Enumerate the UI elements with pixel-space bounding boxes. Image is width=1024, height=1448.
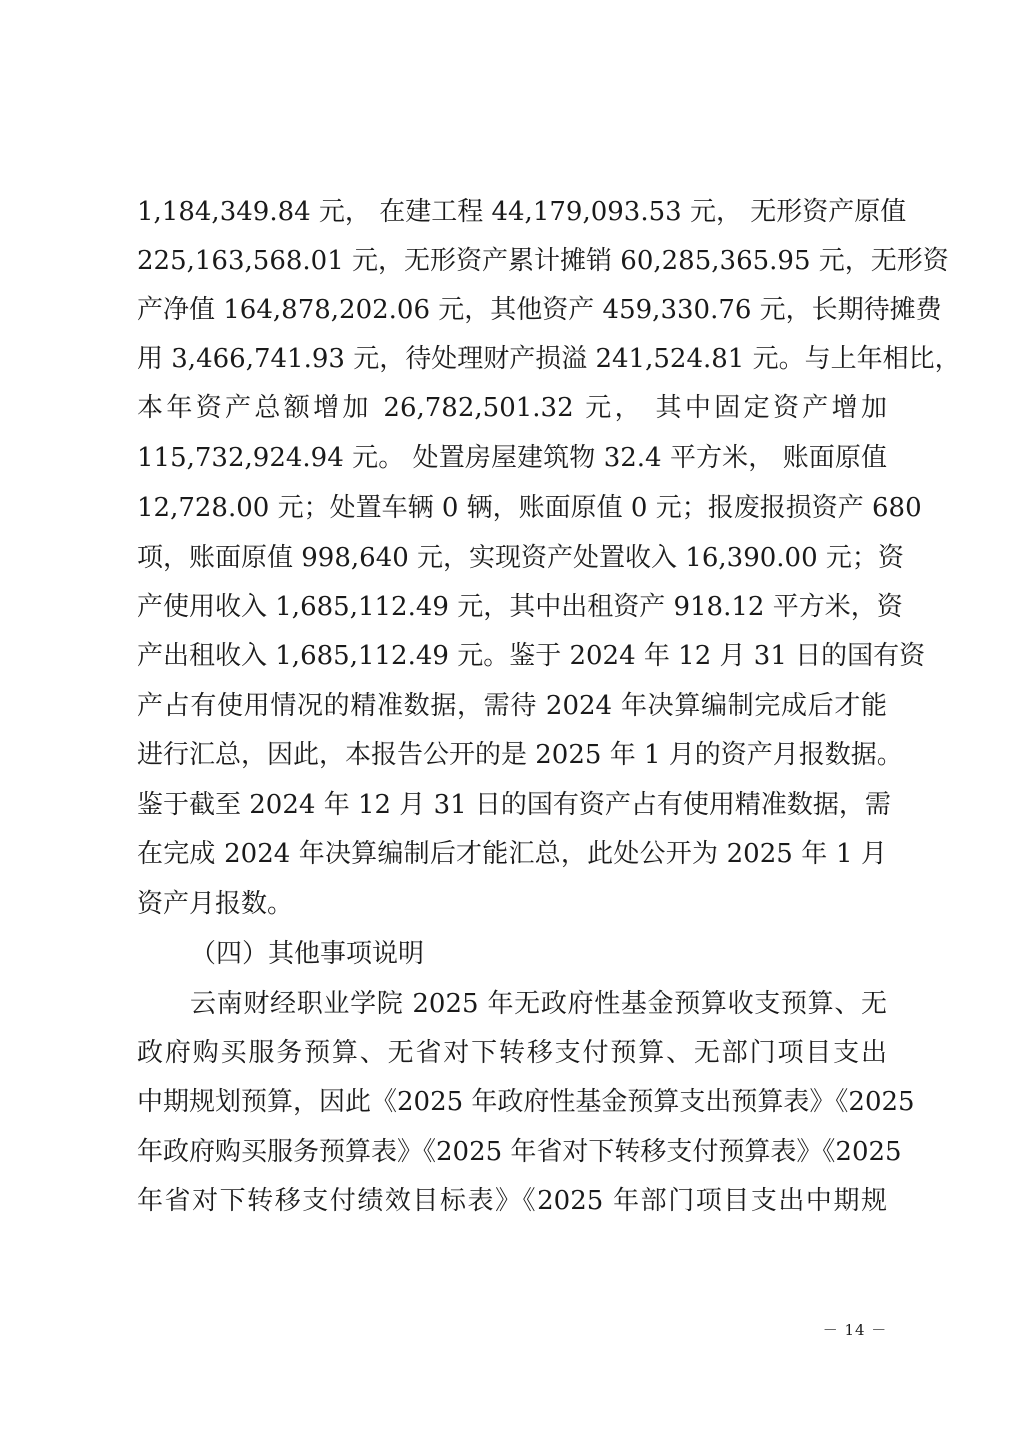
body-text-line: 项，账面原值 998,640 元，实现资产处置收入 16,390.00 元；资 <box>137 543 904 573</box>
page-number: － 14 － <box>822 1321 888 1339</box>
body-text-line: 资产月报数。 <box>137 889 294 919</box>
section-heading: （四）其他事项说明 <box>190 939 425 969</box>
body-text-line: 政府购买服务预算、无省对下转移支付预算、无部门项目支出 <box>137 1038 887 1068</box>
body-text-line: 中期规划预算，因此《2025 年政府性基金预算支出预算表》《2025 <box>137 1087 915 1117</box>
body-text-line: 年省对下转移支付绩效目标表》《2025 年部门项目支出中期规 <box>137 1186 887 1216</box>
body-text-line: 鉴于截至 2024 年 12 月 31 日的国有资产占有使用精准数据，需 <box>137 790 891 820</box>
body-text-line: 云南财经职业学院 2025 年无政府性基金预算收支预算、无 <box>190 989 887 1019</box>
body-text-line: 产占有使用情况的精准数据，需待 2024 年决算编制完成后才能 <box>137 691 887 721</box>
body-text-line: 12,728.00 元；处置车辆 0 辆，账面原值 0 元；报废报损资产 680 <box>137 493 922 523</box>
body-text-line: 产净值 164,878,202.06 元，其他资产 459,330.76 元，长期待摊费 <box>137 295 942 325</box>
body-text-line: 产使用收入 1,685,112.49 元，其中出租资产 918.12 平方米，资 <box>137 592 903 622</box>
body-text-line: 115,732,924.94 元。 处置房屋建筑物 32.4 平方米， 账面原值 <box>137 443 887 473</box>
body-text-line: 225,163,568.01 元，无形资产累计摊销 60,285,365.95 元，无形资 <box>137 246 949 276</box>
body-text-line: 1,184,349.84 元， 在建工程 44,179,093.53 元， 无形资产原值 <box>137 197 907 227</box>
body-text-line: 产出租收入 1,685,112.49 元。鉴于 2024 年 12 月 31 日的国有资 <box>137 641 926 671</box>
body-text-line: 用 3,466,741.93 元，待处理财产损溢 241,524.81 元。与上年相比， <box>137 344 961 374</box>
body-text-line: 本年资产总额增加 26,782,501.32 元， 其中固定资产增加 <box>137 393 887 423</box>
body-text-line: 在完成 2024 年决算编制后才能汇总，此处公开为 2025 年 1 月 <box>137 839 887 869</box>
body-text-line: 年政府购买服务预算表》《2025 年省对下转移支付预算表》《2025 <box>137 1137 902 1167</box>
body-text-line: 进行汇总，因此，本报告公开的是 2025 年 1 月的资产月报数据。 <box>137 740 903 770</box>
